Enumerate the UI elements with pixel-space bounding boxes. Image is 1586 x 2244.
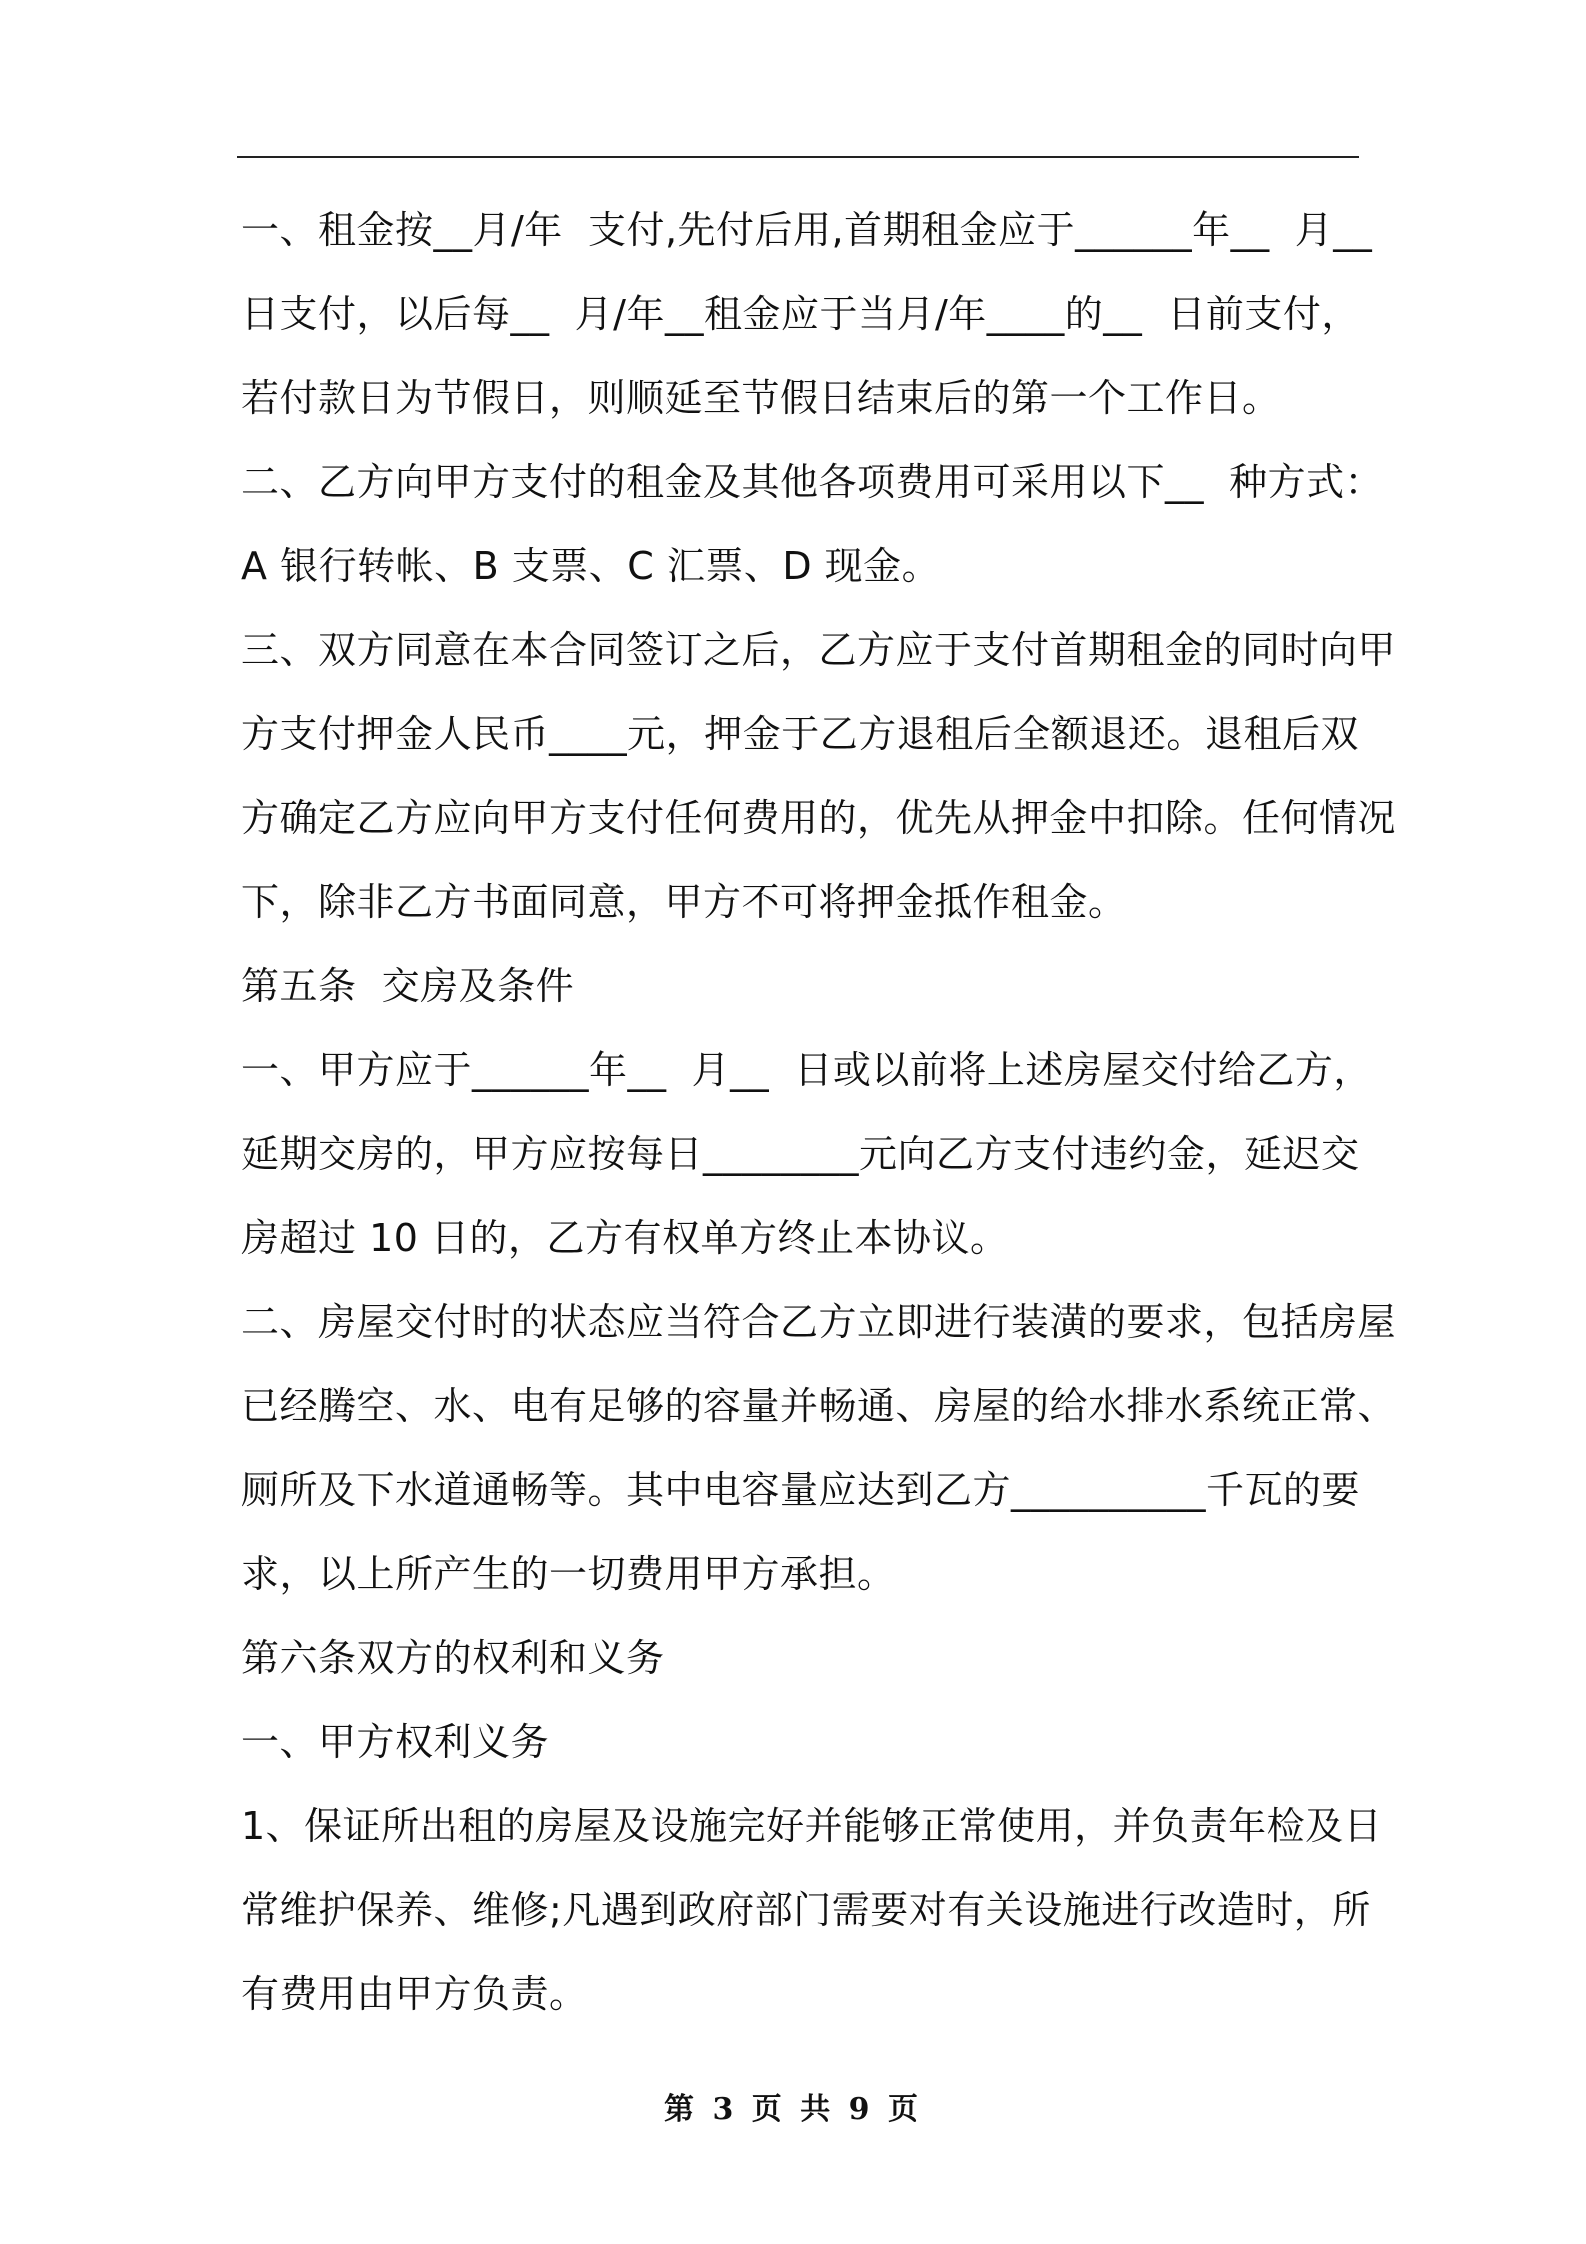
text-line: 常维护保养、维修;凡遇到政府部门需要对有关设施进行改造时，所 [241,1888,1371,1932]
subsection-heading: 一、甲方权利义务 [241,1720,550,1764]
text-line: 二、乙方向甲方支付的租金及其他各项费用可采用以下__ 种方式： [241,460,1384,504]
text-line: 求，以上所产生的一切费用甲方承担。 [241,1552,896,1596]
page-number: 第 3 页 共 9 页 [664,2092,922,2127]
text-line: 一、租金按__月/年 支付,先付后用,首期租金应于______年__ 月__ [241,208,1373,252]
text-line: 延期交房的，甲方应按每日________元向乙方支付违约金，延迟交 [241,1132,1360,1176]
section-heading: 第六条双方的权利和义务 [241,1636,665,1680]
text-line: 若付款日为节假日，则顺延至节假日结束后的第一个工作日。 [241,376,1281,420]
text-line: 已经腾空、水、电有足够的容量并畅通、房屋的给水排水系统正常、 [241,1384,1397,1428]
text-line: 日支付，以后每__ 月/年__租金应于当月/年____的__ 日前支付， [241,292,1360,336]
text-line: 厕所及下水道通畅等。其中电容量应达到乙方__________千瓦的要 [241,1468,1361,1512]
text-line: 方确定乙方应向甲方支付任何费用的，优先从押金中扣除。任何情况 [241,796,1397,840]
text-line: 有费用由甲方负责。 [241,1972,588,2016]
text-line: 二、房屋交付时的状态应当符合乙方立即进行装潢的要求，包括房屋 [241,1300,1397,1344]
text-line: 下，除非乙方书面同意，甲方不可将押金抵作租金。 [241,880,1127,924]
text-line: 1、保证所出租的房屋及设施完好并能够正常使用，并负责年检及日 [241,1804,1383,1848]
text-line: 三、双方同意在本合同签订之后，乙方应于支付首期租金的同时向甲 [241,628,1397,672]
text-line: 一、甲方应于______年__ 月__ 日或以前将上述房屋交付给乙方， [241,1048,1372,1092]
section-heading: 第五条 交房及条件 [241,964,575,1008]
text-line: 房超过 10 日的，乙方有权单方终止本协议。 [241,1216,1009,1260]
header-rule [237,156,1359,158]
document-body [241,188,1397,2036]
text-line: A 银行转帐、B 支票、C 汇票、D 现金。 [241,544,941,588]
text-line: 方支付押金人民币____元，押金于乙方退租后全额退还。退租后双 [241,712,1359,756]
